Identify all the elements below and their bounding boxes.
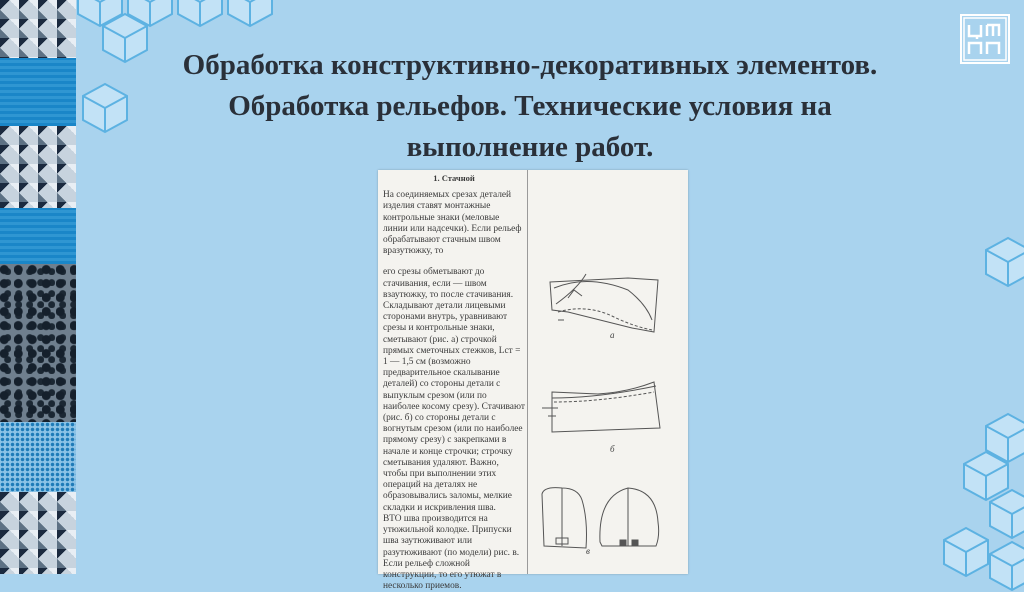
figure-label-c: в — [586, 546, 590, 556]
document-paragraph: На соединяемых срезах деталей изделия ставят монтажные контрольные знаки (меловые линии или надсечки). Если рельеф обрабатывают стачным швом вразутюжку, то — [383, 190, 522, 257]
title-line-2: Обработка рельефов. Технические условия на — [228, 90, 832, 122]
sewing-diagrams — [528, 170, 688, 574]
figure-b-diagram — [542, 382, 660, 432]
title-line-1: Обработка конструктивно-декоративных элементов. — [182, 49, 878, 81]
figure-label-a: а — [610, 330, 615, 340]
cpp-logo-icon — [960, 14, 1010, 64]
document-paragraph: его срезы обметывают до стачивания, если — швом взаутюжку, то после стачивания. Складывают детали лицевыми сторонами внутрь, уравнивают срезы и контрольные знаки, сметывают (рис. а) строчкой прямых сметочных стежков, Lст = 1 — 1,5 см (возможно предварительное скалывание деталей) со стороны детали с выпуклым срезом (или по наиболее косому срезу). Стачивают (рис. б) со стороны детали с вогнутым срезом (или по наиболее прямому срезу) с закрепками в начале и конце строчки; строчку сметывания удаляют. Важно, чтобы при выполнении этих операций на деталях не образовывались заломы, мелкие складки и искривления шва. — [383, 267, 525, 513]
scanned-document-page — [378, 170, 688, 592]
title-line-3: выполнение работ. — [406, 131, 654, 163]
figure-a-diagram — [550, 274, 658, 332]
document-text-column — [383, 170, 525, 592]
figures-column — [528, 170, 688, 574]
document-paragraph: ВТО шва производится на утюжильной колодке. Припуски шва заутюживают или разутюживают (по модели) рис. в. Если рельеф сложной конструкции, то его утюжат в несколько приемов. — [383, 513, 520, 592]
slide-title — [110, 45, 950, 168]
figure-c-diagram — [542, 488, 659, 548]
document-heading: 1. Стачной — [433, 173, 475, 183]
figure-label-b: б — [610, 444, 615, 454]
